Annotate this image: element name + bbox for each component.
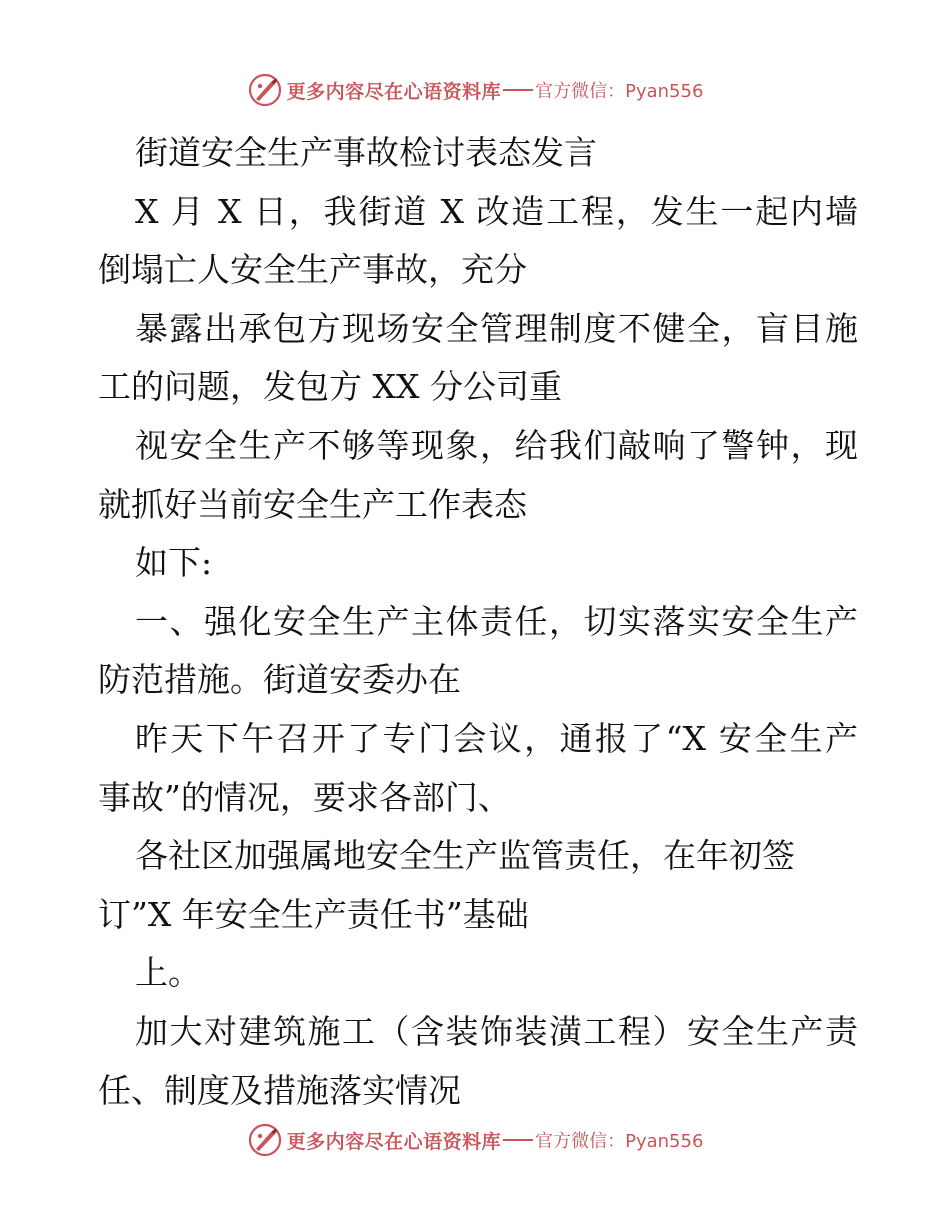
paragraph-line: 工的问题，发包方 XX 分公司重 [98, 367, 562, 407]
footer-watermark-banner [0, 1120, 950, 1160]
document-body [98, 124, 858, 1120]
paragraph-line: 视安全生产不够等现象，给我们敲响了警钟，现 [135, 425, 858, 465]
banner-main-text: 更多内容尽在心语资料库 [286, 80, 502, 103]
paragraph-line: 防范措施。街道安委办在 [98, 660, 461, 700]
quill-pen-logo-icon [247, 72, 283, 108]
paragraph-line: 如下: [135, 543, 213, 583]
paragraph-line: 加大对建筑施工（含装饰装潢工程）安全生产责 [135, 1011, 858, 1051]
banner-wechat-text: 官方微信：Pyan556 [535, 1131, 704, 1152]
banner-main-text: 更多内容尽在心语资料库 [286, 1130, 502, 1153]
paragraph-line: 任、制度及措施落实情况 [98, 1070, 461, 1110]
paragraph-line: 事故”的情况，要求各部门、 [98, 777, 511, 817]
paragraph-line: 订”X 年安全生产责任书”基础 [98, 894, 529, 934]
banner-wechat-text: 官方微信：Pyan556 [535, 81, 704, 102]
banner-dash [503, 89, 533, 91]
header-watermark-banner [0, 70, 950, 110]
banner-dash [503, 1139, 533, 1141]
paragraph-line: 暴露出承包方现场安全管理制度不健全，盲目施 [135, 308, 858, 348]
section-heading-line: 一、强化安全生产主体责任，切实落实安全生产 [135, 601, 858, 641]
paragraph-line: 各社区加强属地安全生产监管责任，在年初签 [135, 836, 795, 876]
paragraph-line: 就抓好当前安全生产工作表态 [98, 484, 527, 524]
paragraph-line: X 月 X 日，我街道 X 改造工程，发生一起内墙 [135, 191, 858, 231]
paragraph-line: 倒塌亡人安全生产事故，充分 [98, 250, 527, 290]
paragraph-line: 昨天下午召开了专门会议，通报了“X 安全生产 [135, 718, 858, 758]
document-title: 街道安全生产事故检讨表态发言 [135, 133, 597, 172]
paragraph-line: 上。 [135, 953, 201, 993]
quill-pen-logo-icon [247, 1122, 283, 1158]
